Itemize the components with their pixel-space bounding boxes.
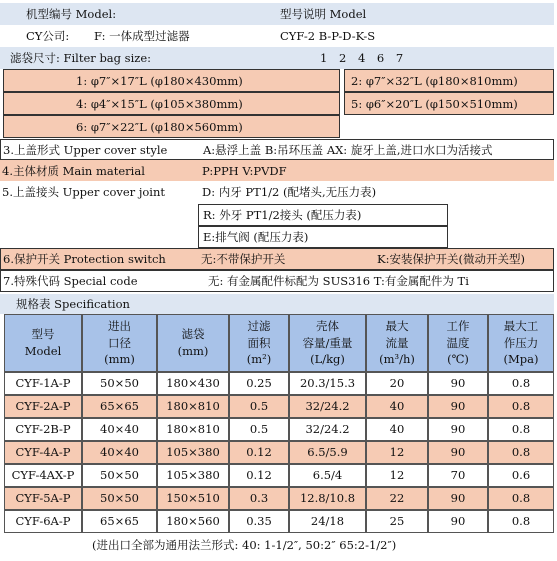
joint-row	[0, 181, 554, 203]
bag-size-options-row-2	[0, 92, 554, 115]
model-header-row	[0, 3, 554, 25]
col-header-line: 型号	[31, 327, 55, 342]
cell-housing: 20.3/15.3	[289, 372, 366, 395]
bag-size-options-row-1	[0, 69, 554, 92]
cell-housing: 6.5/5.9	[289, 441, 366, 464]
col-header-line: (m²)	[246, 352, 272, 367]
cover-style-values: A:悬浮上盖 B:吊环压盖 AX: 旋牙上盖,进口水口为活接式	[203, 142, 493, 157]
protection-none: 无:不带保护开关	[201, 252, 286, 266]
cell-flow: 25	[366, 510, 428, 533]
col-header-line: (mm)	[104, 352, 135, 367]
cell-pressure: 0.8	[488, 395, 554, 418]
bag-size-option: 2: φ7″×32″L (φ180×810mm)	[344, 69, 554, 92]
col-header-line: 作压力	[503, 335, 539, 350]
cell-temp: 70	[428, 464, 488, 487]
cell-flow: 40	[366, 418, 428, 441]
cell-pressure: 0.8	[488, 372, 554, 395]
cell-model: CYF-2B-P	[4, 418, 82, 441]
spec-title-row	[0, 294, 554, 314]
joint-option-e: E:排气阀 (配压力表)	[198, 226, 448, 248]
col-header-line: (L/kg)	[310, 352, 345, 367]
col-header-line: Model	[24, 344, 62, 358]
bag-size-option: 5: φ6″×20″L (φ150×510mm)	[344, 92, 554, 115]
col-header-line: (℃)	[447, 352, 469, 367]
f-description: F: 一体成型过滤器	[94, 29, 190, 43]
cell-flow: 22	[366, 487, 428, 510]
cell-temp: 90	[428, 487, 488, 510]
cell-temp: 90	[428, 441, 488, 464]
cell-pressure: 0.8	[488, 441, 554, 464]
cell-pressure: 0.8	[488, 510, 554, 533]
col-header-pressure	[488, 314, 554, 372]
bag-size-option: 6: φ7″×22″L (φ180×560mm)	[3, 115, 340, 138]
col-header-flow	[366, 314, 428, 372]
col-header-line: (mm)	[177, 344, 209, 358]
joint-option-d: D: 内牙 PT1/2 (配堵头,无压力表)	[202, 185, 377, 199]
spec-title: 规格表 Specification	[16, 297, 130, 311]
protection-k: K:安装保护开关(微动开关型)	[377, 252, 525, 266]
special-code-row	[0, 270, 554, 292]
col-header-line: 口径	[107, 335, 131, 350]
bag-size-row	[0, 47, 554, 69]
cell-area: 0.12	[229, 464, 289, 487]
cell-flow: 12	[366, 464, 428, 487]
cell-model: CYF-2A-P	[4, 395, 82, 418]
cell-port: 65×65	[82, 395, 157, 418]
model-example: CYF-2 B-P-D-K-S	[280, 29, 376, 43]
cell-port: 50×50	[82, 372, 157, 395]
company-label: CY公司:	[26, 29, 70, 43]
cell-bag: 180×810	[157, 395, 229, 418]
cell-bag: 150×510	[157, 487, 229, 510]
col-header-line: 温度	[446, 335, 470, 350]
cell-model: CYF-4AX-P	[4, 464, 82, 487]
cell-port: 40×40	[82, 418, 157, 441]
cell-pressure: 0.6	[488, 464, 554, 487]
cover-style-row	[0, 139, 554, 160]
joint-e-row	[0, 226, 554, 248]
col-header-model	[4, 314, 82, 372]
cell-area: 0.5	[229, 418, 289, 441]
cover-style-label: 3.上盖形式 Upper cover style	[3, 142, 168, 157]
joint-r-row	[0, 204, 554, 226]
col-header-housing	[289, 314, 366, 372]
cell-housing: 6.5/4	[289, 464, 366, 487]
col-header-line: 过滤	[247, 318, 271, 333]
cell-pressure: 0.8	[488, 487, 554, 510]
bag-size-label: 滤袋尺寸: Filter bag size:	[10, 51, 151, 65]
cell-bag: 180×430	[157, 372, 229, 395]
col-header-line: (Mpa)	[503, 352, 539, 367]
col-header-line: 进出	[107, 318, 131, 333]
cell-bag: 180×560	[157, 510, 229, 533]
cell-flow: 20	[366, 372, 428, 395]
cell-model: CYF-6A-P	[4, 510, 82, 533]
model-desc-label: 型号说明 Model	[280, 7, 367, 21]
joint-option-r: R: 外牙 PT1/2接头 (配压力表)	[198, 204, 448, 226]
cell-port: 40×40	[82, 441, 157, 464]
col-header-line: 最大	[385, 318, 409, 333]
bag-size-options-row-3	[0, 115, 554, 138]
cell-pressure: 0.8	[488, 418, 554, 441]
bag-size-codes: 1 2 4 6 7	[320, 51, 404, 65]
cell-area: 0.5	[229, 395, 289, 418]
cell-bag: 105×380	[157, 464, 229, 487]
cell-temp: 90	[428, 510, 488, 533]
bag-size-option: 1: φ7″×17″L (φ180×430mm)	[3, 69, 340, 92]
col-header-temp	[428, 314, 488, 372]
cell-model: CYF-5A-P	[4, 487, 82, 510]
cell-port: 50×50	[82, 487, 157, 510]
cell-model: CYF-4A-P	[4, 441, 82, 464]
cell-temp: 90	[428, 372, 488, 395]
material-values: P:PPH V:PVDF	[202, 163, 287, 178]
cell-area: 0.12	[229, 441, 289, 464]
protection-row	[0, 248, 554, 270]
col-header-line: (m³/h)	[379, 352, 415, 367]
cell-housing: 24/18	[289, 510, 366, 533]
cell-model: CYF-1A-P	[4, 372, 82, 395]
special-code-label: 7.特殊代码 Special code	[3, 274, 138, 288]
col-header-line: 面积	[247, 335, 271, 350]
col-header-line: 流量	[385, 335, 409, 350]
cell-temp: 90	[428, 395, 488, 418]
cell-area: 0.35	[229, 510, 289, 533]
cell-port: 50×50	[82, 464, 157, 487]
cell-port: 65×65	[82, 510, 157, 533]
model-code-label: 机型编号 Model:	[26, 7, 117, 21]
col-header-port	[82, 314, 157, 372]
material-label: 4.主体材质 Main material	[2, 163, 145, 178]
joint-label: 5.上盖接头 Upper cover joint	[2, 185, 166, 199]
special-code-values: 无: 有金属配件标配为 SUS316 T:有金属配件为 Ti	[208, 274, 469, 288]
bag-size-option: 4: φ4″×15″L (φ105×380mm)	[3, 92, 340, 115]
material-row	[0, 160, 554, 181]
cell-temp: 90	[428, 418, 488, 441]
cell-housing: 12.8/10.8	[289, 487, 366, 510]
col-header-area	[229, 314, 289, 372]
flange-footnote: (进出口全部为通用法兰形式: 40: 1-1/2″, 50:2″ 65:2-1/2″)	[92, 538, 397, 552]
cell-flow: 40	[366, 395, 428, 418]
cell-area: 0.25	[229, 372, 289, 395]
footnote-row	[0, 535, 554, 555]
company-row	[0, 25, 554, 47]
col-header-line: 壳体	[316, 318, 339, 333]
cell-flow: 12	[366, 441, 428, 464]
protection-label: 6.保护开关 Protection switch	[3, 252, 166, 266]
col-header-line: 最大工	[503, 318, 539, 333]
cell-bag: 105×380	[157, 441, 229, 464]
cell-area: 0.3	[229, 487, 289, 510]
col-header-line: 容量/重量	[302, 335, 353, 350]
cell-housing: 32/24.2	[289, 395, 366, 418]
col-header-bag	[157, 314, 229, 372]
cell-bag: 180×810	[157, 418, 229, 441]
col-header-line: 滤袋	[181, 327, 205, 342]
col-header-line: 工作	[446, 318, 470, 333]
cell-housing: 32/24.2	[289, 418, 366, 441]
